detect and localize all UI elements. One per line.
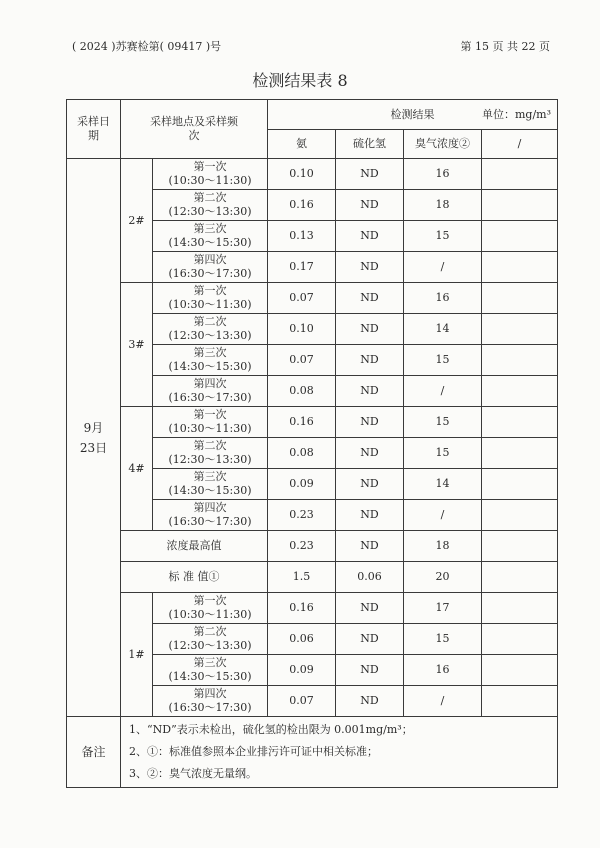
session-time: (10:30～11:30) [168, 174, 252, 187]
value-cell: 17 [404, 593, 482, 624]
value-cell: 0.07 [268, 283, 336, 314]
session-time: (16:30～17:30) [168, 267, 252, 280]
session-cell [153, 686, 268, 717]
page-number: 第 15 页 共 22 页 [460, 40, 550, 53]
value-cell [482, 624, 558, 655]
value-cell [482, 407, 558, 438]
value-cell [482, 252, 558, 283]
session-cell [153, 407, 268, 438]
table-row [67, 159, 558, 190]
table-row [67, 283, 558, 314]
session-name: 第四次 [193, 687, 227, 700]
value-cell: 16 [404, 283, 482, 314]
unit-label: 单位：mg/m³ [481, 108, 551, 121]
param-odor: 臭气浓度② [404, 130, 482, 159]
value-cell: 15 [404, 407, 482, 438]
value-cell: 0.16 [268, 407, 336, 438]
note-line: 3、②：臭气浓度无量纲。 [129, 767, 257, 780]
value-cell: / [404, 376, 482, 407]
session-name: 第一次 [193, 284, 227, 297]
value-cell: ND [336, 593, 404, 624]
session-cell [153, 345, 268, 376]
value-cell: 0.16 [268, 190, 336, 221]
session-name: 第一次 [193, 594, 227, 607]
session-name: 第四次 [193, 377, 227, 390]
value-cell [482, 469, 558, 500]
note-line: 2、①：标准值参照本企业排污许可证中相关标准； [129, 745, 378, 758]
table-row [67, 407, 558, 438]
session-cell [153, 469, 268, 500]
value-cell: 0.23 [268, 500, 336, 531]
max-value-row [67, 531, 558, 562]
col-header-location: 采样地点及采样频次 [121, 100, 268, 159]
value-cell [482, 531, 558, 562]
value-cell: ND [336, 469, 404, 500]
value-cell: 15 [404, 345, 482, 376]
session-time: (16:30～17:30) [168, 515, 252, 528]
results-table [66, 99, 558, 788]
standard-value-row [67, 562, 558, 593]
value-cell: / [404, 686, 482, 717]
session-cell [153, 252, 268, 283]
value-cell: ND [336, 686, 404, 717]
value-cell: ND [336, 407, 404, 438]
session-cell [153, 593, 268, 624]
session-time: (12:30～13:30) [168, 639, 252, 652]
session-name: 第三次 [193, 656, 227, 669]
session-name: 第三次 [193, 470, 227, 483]
page-title: 检测结果表 8 [252, 71, 348, 90]
site-label: 3# [121, 283, 153, 407]
value-cell [482, 500, 558, 531]
session-cell [153, 283, 268, 314]
value-cell: 0.10 [268, 159, 336, 190]
session-name: 第一次 [193, 408, 227, 421]
value-cell: 16 [404, 159, 482, 190]
value-cell: ND [336, 190, 404, 221]
session-time: (12:30～13:30) [168, 329, 252, 342]
session-cell [153, 190, 268, 221]
value-cell [482, 593, 558, 624]
report-number: ( 2024 )苏赛检第( 09417 )号 [72, 40, 222, 53]
row-label: 浓度最高值 [121, 531, 268, 562]
session-name: 第三次 [193, 222, 227, 235]
value-cell: ND [336, 500, 404, 531]
value-cell: 0.07 [268, 345, 336, 376]
value-cell [482, 221, 558, 252]
value-cell [482, 159, 558, 190]
session-time: (10:30～11:30) [168, 422, 252, 435]
value-cell: 0.16 [268, 593, 336, 624]
value-cell: / [404, 252, 482, 283]
notes-label: 备注 [67, 717, 121, 788]
value-cell [482, 562, 558, 593]
site-label: 2# [121, 159, 153, 283]
site-label: 4# [121, 407, 153, 531]
value-cell: ND [336, 376, 404, 407]
value-cell: ND [336, 438, 404, 469]
value-cell: 0.13 [268, 221, 336, 252]
session-cell [153, 500, 268, 531]
value-cell: ND [336, 283, 404, 314]
value-cell: ND [336, 159, 404, 190]
sample-date: 9月23日 [67, 159, 121, 717]
value-cell: 14 [404, 314, 482, 345]
value-cell: ND [336, 531, 404, 562]
value-cell: 0.09 [268, 469, 336, 500]
session-time: (14:30～15:30) [168, 360, 252, 373]
session-time: (14:30～15:30) [168, 670, 252, 683]
value-cell: 0.09 [268, 655, 336, 686]
session-cell [153, 438, 268, 469]
session-time: (10:30～11:30) [168, 608, 252, 621]
value-cell: / [404, 500, 482, 531]
session-cell [153, 624, 268, 655]
session-cell [153, 159, 268, 190]
param-h2s: 硫化氢 [336, 130, 404, 159]
value-cell: ND [336, 345, 404, 376]
session-time: (16:30～17:30) [168, 391, 252, 404]
value-cell [482, 314, 558, 345]
value-cell: 0.17 [268, 252, 336, 283]
session-name: 第四次 [193, 253, 227, 266]
value-cell [482, 655, 558, 686]
session-time: (12:30～13:30) [168, 205, 252, 218]
session-time: (10:30～11:30) [168, 298, 252, 311]
value-cell: ND [336, 314, 404, 345]
value-cell: 0.07 [268, 686, 336, 717]
value-cell [482, 283, 558, 314]
notes-row [67, 717, 558, 788]
value-cell: 15 [404, 221, 482, 252]
col-header-results: 检测结果 单位：mg/m³ [268, 100, 558, 130]
value-cell: 15 [404, 624, 482, 655]
value-cell: 1.5 [268, 562, 336, 593]
value-cell: ND [336, 624, 404, 655]
value-cell: 14 [404, 469, 482, 500]
note-line: 1、“ND”表示未检出，硫化氢的检出限为 0.001mg/m³； [129, 723, 413, 736]
notes-content [121, 717, 558, 788]
session-time: (14:30～15:30) [168, 236, 252, 249]
value-cell: 15 [404, 438, 482, 469]
col-header-date: 采样日期 [67, 100, 121, 159]
session-cell [153, 314, 268, 345]
site-label: 1# [121, 593, 153, 717]
session-cell [153, 221, 268, 252]
session-name: 第一次 [193, 160, 227, 173]
value-cell: 0.06 [336, 562, 404, 593]
table-row [67, 593, 558, 624]
session-time: (14:30～15:30) [168, 484, 252, 497]
session-name: 第二次 [193, 315, 227, 328]
value-cell: 0.10 [268, 314, 336, 345]
value-cell: 0.23 [268, 531, 336, 562]
session-name: 第三次 [193, 346, 227, 359]
session-time: (16:30～17:30) [168, 701, 252, 714]
value-cell: 20 [404, 562, 482, 593]
session-cell [153, 376, 268, 407]
session-time: (12:30～13:30) [168, 453, 252, 466]
session-name: 第四次 [193, 501, 227, 514]
value-cell: 16 [404, 655, 482, 686]
value-cell [482, 438, 558, 469]
value-cell: ND [336, 221, 404, 252]
value-cell: 0.06 [268, 624, 336, 655]
value-cell [482, 376, 558, 407]
value-cell: ND [336, 655, 404, 686]
value-cell: 18 [404, 190, 482, 221]
value-cell [482, 190, 558, 221]
session-name: 第二次 [193, 191, 227, 204]
row-label: 标 准 值① [121, 562, 268, 593]
param-blank: / [482, 130, 558, 159]
value-cell [482, 686, 558, 717]
value-cell: 0.08 [268, 376, 336, 407]
session-name: 第二次 [193, 625, 227, 638]
value-cell: 18 [404, 531, 482, 562]
session-cell [153, 655, 268, 686]
session-name: 第二次 [193, 439, 227, 452]
value-cell: 0.08 [268, 438, 336, 469]
value-cell: ND [336, 252, 404, 283]
value-cell [482, 345, 558, 376]
param-ammonia: 氨 [268, 130, 336, 159]
